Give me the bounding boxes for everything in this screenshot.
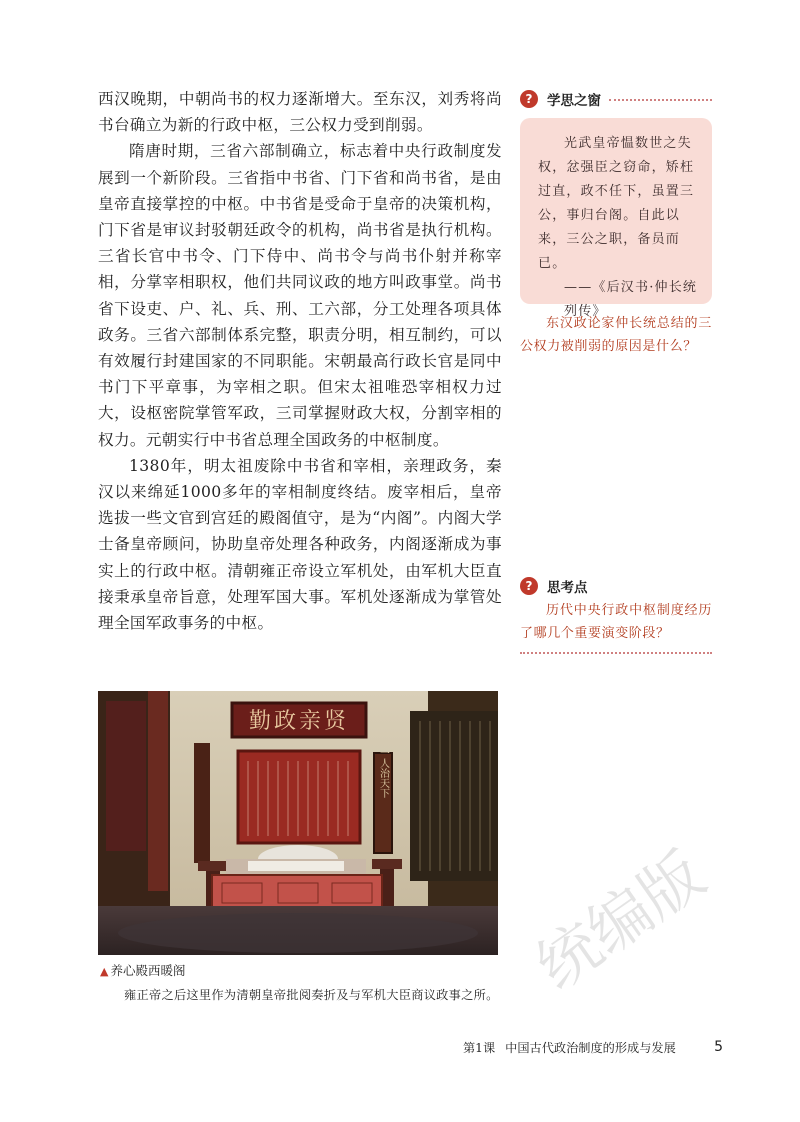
paragraph-2: 隋唐时期，三省六部制确立，标志着中央行政制度发展到一个新阶段。三省指中书省、门下省和尚书省，是由皇帝直接掌控的中枢。中书省是受命于皇帝的决策机构，门下省是审议封驳朝廷政令的机构，尚书省是执行机构。三省长官中书令、门下侍中、尚书令与尚书仆射并称宰相，分掌宰相职权，他们共同议政的地方叫政事堂。尚书省下设吏、户、礼、兵、刑、工六部，分工处理各项具体政务。三省六部制体系完整，职责分明，相互制约，可以有效履行封建国家的不同职能。宋朝最高行政长官是同中书门下平章事，为宰相之职。但宋太祖唯恐宰相权力过大，设枢密院掌管军政，三司掌握财政大权，分割宰相的权力。元朝实行中书省总理全国政务的中枢制度。	[98, 142, 502, 449]
quote-box	[520, 118, 712, 319]
photo-illustration	[98, 691, 498, 955]
sikao-header	[520, 574, 712, 598]
paragraph-1: 西汉晚期，中朝尚书的权力逐渐增大。至东汉，刘秀将尚书台确立为新的行政中枢，三公权力受到削弱。	[98, 90, 502, 135]
sikao-question	[520, 599, 712, 645]
xuesi-question	[520, 312, 712, 358]
question-icon: ?	[520, 577, 538, 595]
page-number: 5	[714, 1039, 723, 1055]
footer-title: 中国古代政治制度的形成与发展	[505, 1040, 676, 1055]
quote-text: 光武皇帝愠数世之失权，忿强臣之窃命，矫枉过直，政不任下，虽置三公，事归台阁。自此以来，三公之职，备员而已。	[538, 136, 695, 271]
footer-lesson: 第1课	[463, 1040, 496, 1055]
page-footer	[463, 1037, 723, 1057]
question-icon: ?	[520, 90, 538, 108]
watermark	[512, 820, 742, 1020]
watermark-text: 统编版	[523, 837, 718, 1004]
triangle-icon: ▲	[100, 965, 109, 978]
dotted-divider	[609, 99, 712, 101]
main-text	[98, 86, 502, 636]
plaque-text: 勤政亲贤	[248, 709, 350, 734]
xuesi-header	[520, 87, 712, 111]
couplet-text: 一人治天下	[377, 748, 389, 798]
xuesi-question-text: 东汉政论家仲长统总结的三公权力被削弱的原因是什么？	[520, 316, 712, 354]
photo-caption-title	[100, 961, 185, 979]
paragraph-3: 1380年，明太祖废除中书省和宰相，亲理政务，秦汉以来绵延1000多年的宰相制度终结。废宰相后，皇帝选拔一些文官到宫廷的殿阁值守，是为“内阁”。内阁大学士备皇帝顾问，协助皇帝处理各种政务，内阁逐渐成为事实上的行政中枢。清朝雍正帝设立军机处，由军机大臣直接秉承皇帝旨意，处理军国大事。军机处逐渐成为掌管处理全国军政事务的中枢。	[98, 456, 502, 633]
sikao-question-text: 历代中央行政中枢制度经历了哪几个重要演变阶段？	[520, 603, 712, 641]
quote-source: ——《后汉书·仲长统列传》	[564, 280, 698, 319]
caption-title-text: 养心殿西暖阁	[110, 963, 186, 978]
photo-yangxindian	[98, 691, 498, 955]
sikao-title: 思考点	[547, 580, 588, 596]
xuesi-title: 学思之窗	[547, 93, 601, 109]
dotted-divider	[520, 652, 712, 654]
photo-caption-text: 雍正帝之后这里作为清朝皇帝批阅奏折及与军机大臣商议政事之所。	[124, 988, 499, 1002]
